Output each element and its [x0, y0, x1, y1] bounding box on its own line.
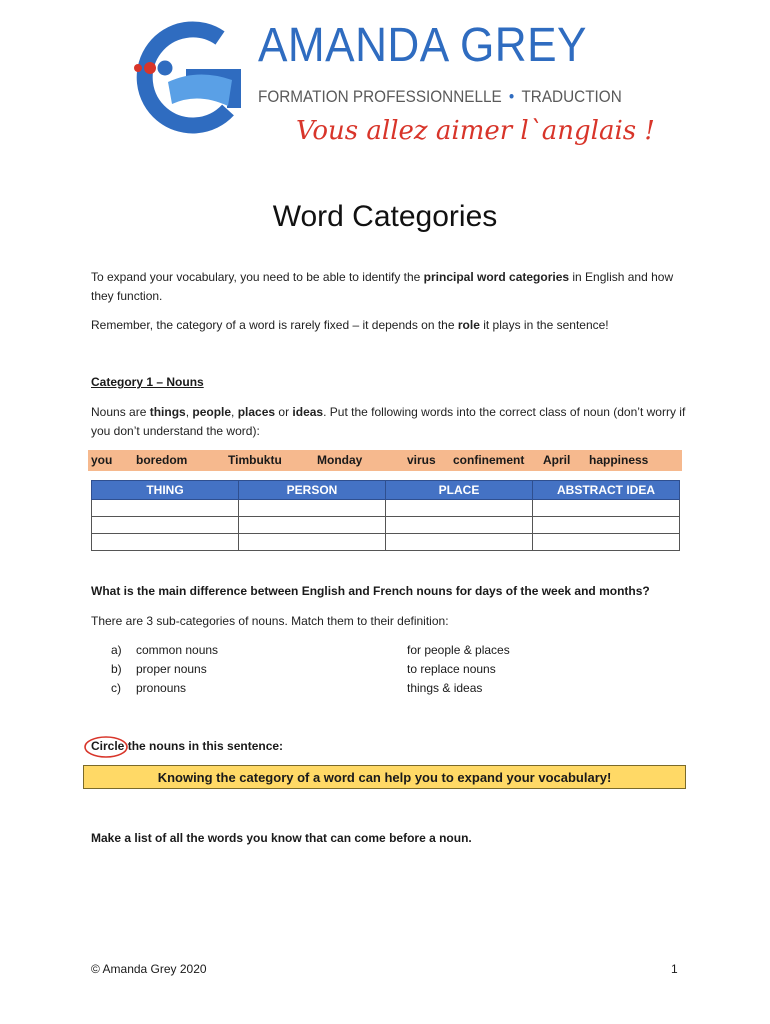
nouns-desc-2: , — [185, 405, 193, 419]
nouns-desc-5: . Put the following words into the correct class of noun (don’t worry if you don’t understand the word): — [91, 405, 686, 438]
table-cell[interactable] — [92, 517, 239, 534]
subcategories-intro: There are 3 sub-categories of nouns. Match them to their definition: — [91, 614, 449, 628]
brand-name: AMANDA GREY — [258, 19, 587, 72]
header-place: PLACE — [386, 481, 533, 500]
circle-instruction — [91, 739, 283, 753]
definition-item: things & ideas — [407, 681, 483, 695]
table-cell[interactable] — [92, 500, 239, 517]
definition-item: to replace nouns — [407, 662, 496, 676]
days-months-question: What is the main difference between English and French nouns for days of the week and months? — [91, 584, 650, 598]
nouns-desc-people: people — [192, 405, 232, 419]
table-cell[interactable] — [92, 534, 239, 551]
word-strip — [88, 450, 682, 471]
table-header-row — [92, 481, 680, 500]
footer-copyright: © Amanda Grey 2020 — [91, 962, 207, 976]
list-item-text: proper nouns — [136, 662, 207, 676]
intro-p1-bold: principal word categories — [423, 270, 570, 284]
circled-word: Circle — [91, 739, 125, 753]
intro-paragraph-1 — [91, 268, 691, 306]
nouns-desc-things: things — [149, 405, 186, 419]
subcategory-list — [111, 641, 218, 698]
circle-instruction-rest: the nouns in this sentence: — [124, 739, 284, 753]
list-task: Make a list of all the words you know that can come before a noun. — [91, 831, 472, 845]
word-item: confinement — [453, 453, 525, 467]
table-cell[interactable] — [386, 500, 533, 517]
word-item: Monday — [317, 453, 363, 467]
list-item-label: b) — [111, 662, 122, 676]
definition-item: for people & places — [407, 643, 510, 657]
highlighted-sentence[interactable]: Knowing the category of a word can help you to expand your vocabulary! — [83, 765, 686, 789]
list-item-label: a) — [111, 643, 122, 657]
definition-list — [407, 641, 510, 698]
table-cell[interactable] — [239, 500, 386, 517]
header-person: PERSON — [239, 481, 386, 500]
nouns-desc-3: , — [231, 405, 238, 419]
intro-p1-post: in English and how they function. — [91, 270, 674, 303]
intro-p2-bold: role — [457, 318, 480, 332]
nouns-desc-places: places — [237, 405, 276, 419]
category-1-heading: Category 1 – Nouns — [91, 375, 204, 389]
table-cell[interactable] — [239, 517, 386, 534]
nouns-desc-ideas: ideas — [292, 405, 324, 419]
brand-tagline: Vous allez aimer l`anglais ! — [296, 116, 655, 146]
table-row — [92, 517, 680, 534]
page-title: Word Categories — [272, 200, 498, 233]
intro-paragraph-2 — [91, 316, 691, 335]
noun-class-table — [91, 480, 680, 551]
word-item: virus — [407, 453, 436, 467]
brand-subtitle-left: FORMATION PROFESSIONNELLE — [258, 87, 502, 106]
brand-subtitle-separator: • — [508, 87, 515, 106]
list-item-text: common nouns — [136, 643, 219, 657]
list-item — [111, 641, 218, 660]
header-abstract-idea: ABSTRACT IDEA — [533, 481, 680, 500]
word-item: Timbuktu — [228, 453, 282, 467]
nouns-description — [91, 403, 691, 441]
word-item: happiness — [589, 453, 649, 467]
intro-p2-post: it plays in the sentence! — [479, 318, 609, 332]
list-item-text: pronouns — [136, 681, 187, 695]
table-cell[interactable] — [533, 534, 680, 551]
intro-p2-pre: Remember, the category of a word is rarely fixed – it depends on the — [91, 318, 458, 332]
nouns-desc-4: or — [275, 405, 293, 419]
word-item: you — [91, 453, 113, 467]
table-cell[interactable] — [533, 500, 680, 517]
brand-subtitle — [258, 88, 622, 105]
table-row — [92, 534, 680, 551]
list-item — [111, 679, 218, 698]
table-cell[interactable] — [239, 534, 386, 551]
table-cell[interactable] — [386, 517, 533, 534]
table-cell[interactable] — [533, 517, 680, 534]
list-item — [111, 660, 218, 679]
header-thing: THING — [92, 481, 239, 500]
table-cell[interactable] — [386, 534, 533, 551]
word-item: April — [543, 453, 571, 467]
brand-subtitle-right: TRADUCTION — [521, 87, 622, 106]
nouns-desc-1: Nouns are — [91, 405, 150, 419]
table-row — [92, 500, 680, 517]
word-item: boredom — [136, 453, 188, 467]
list-item-label: c) — [111, 681, 121, 695]
intro-p1-pre: To expand your vocabulary, you need to be able to identify the — [91, 270, 424, 284]
page-number: 1 — [671, 962, 678, 976]
